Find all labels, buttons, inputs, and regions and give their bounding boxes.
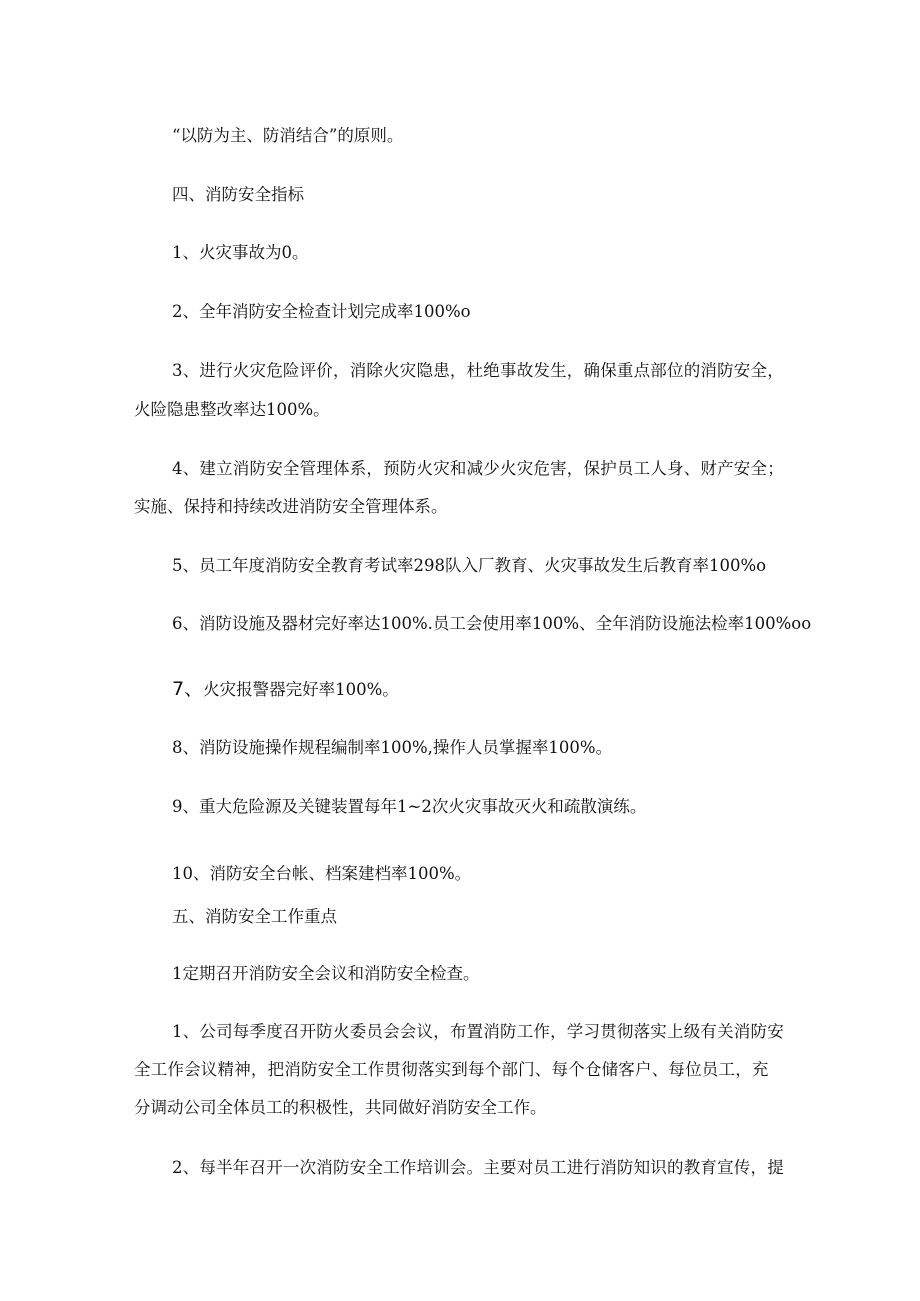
principle-line: “以防为主、防消结合”的原则。 — [172, 126, 404, 145]
subheading-1: 1定期召开消防安全会议和消防安全检查。 — [172, 964, 480, 983]
section-heading-5: 五、消防安全工作重点 — [172, 907, 337, 926]
list-item-1: 1、火灾事故为0。 — [172, 243, 309, 262]
paragraph-1-line-3: 分调动公司全体员工的积极性，共同做好消防安全工作。 — [134, 1098, 547, 1117]
paragraph-1-line-2: 全工作会议精神，把消防安全工作贯彻落实到每个部门、每个仓储客户、每位员工，充 — [134, 1060, 769, 1079]
list-item-6: 6、消防设施及器材完好率达100%.员工会使用率100%、全年消防设施法检率100%oo — [172, 614, 812, 633]
list-item-5: 5、员工年度消防安全教育考试率298队入厂教育、火灾事故发生后教育率100%o — [172, 556, 767, 575]
list-item-2: 2、全年消防安全检查计划完成率100%o — [172, 302, 471, 321]
list-item-3-line-2: 火险隐患整改率达100%。 — [134, 400, 330, 419]
list-item-4-line-1: 4、建立消防安全管理体系，预防火灾和减少火灾危害，保护员工人身、财产安全； — [172, 459, 784, 478]
paragraph-1-line-1: 1、公司每季度召开防火委员会会议，布置消防工作，学习贯彻落实上级有关消防安 — [172, 1022, 784, 1041]
list-item-9: 9、重大危险源及关键装置每年1~2次火灾事故灭火和疏散演练。 — [172, 797, 647, 816]
list-item-4-line-2: 实施、保持和持续改进消防安全管理体系。 — [134, 497, 448, 516]
list-item-7-text: 火灾报警器完好率100%。 — [203, 680, 399, 699]
list-item-10: 10、消防安全台帐、档案建档率100%。 — [172, 864, 472, 883]
list-item-3-line-1: 3、进行火灾危险评价，消除火灾隐患，杜绝事故发生，确保重点部位的消防安全， — [172, 361, 784, 380]
paragraph-2-line-1: 2、每半年召开一次消防安全工作培训会。主要对员工进行消防知识的教育宣传，提 — [172, 1158, 784, 1177]
list-item-8: 8、消防设施操作规程编制率100%,操作人员掌握率100%。 — [172, 738, 613, 757]
section-heading-4: 四、消防安全指标 — [172, 185, 304, 204]
list-item-7-number: 7、 — [172, 678, 204, 700]
list-item-7 — [172, 678, 399, 701]
